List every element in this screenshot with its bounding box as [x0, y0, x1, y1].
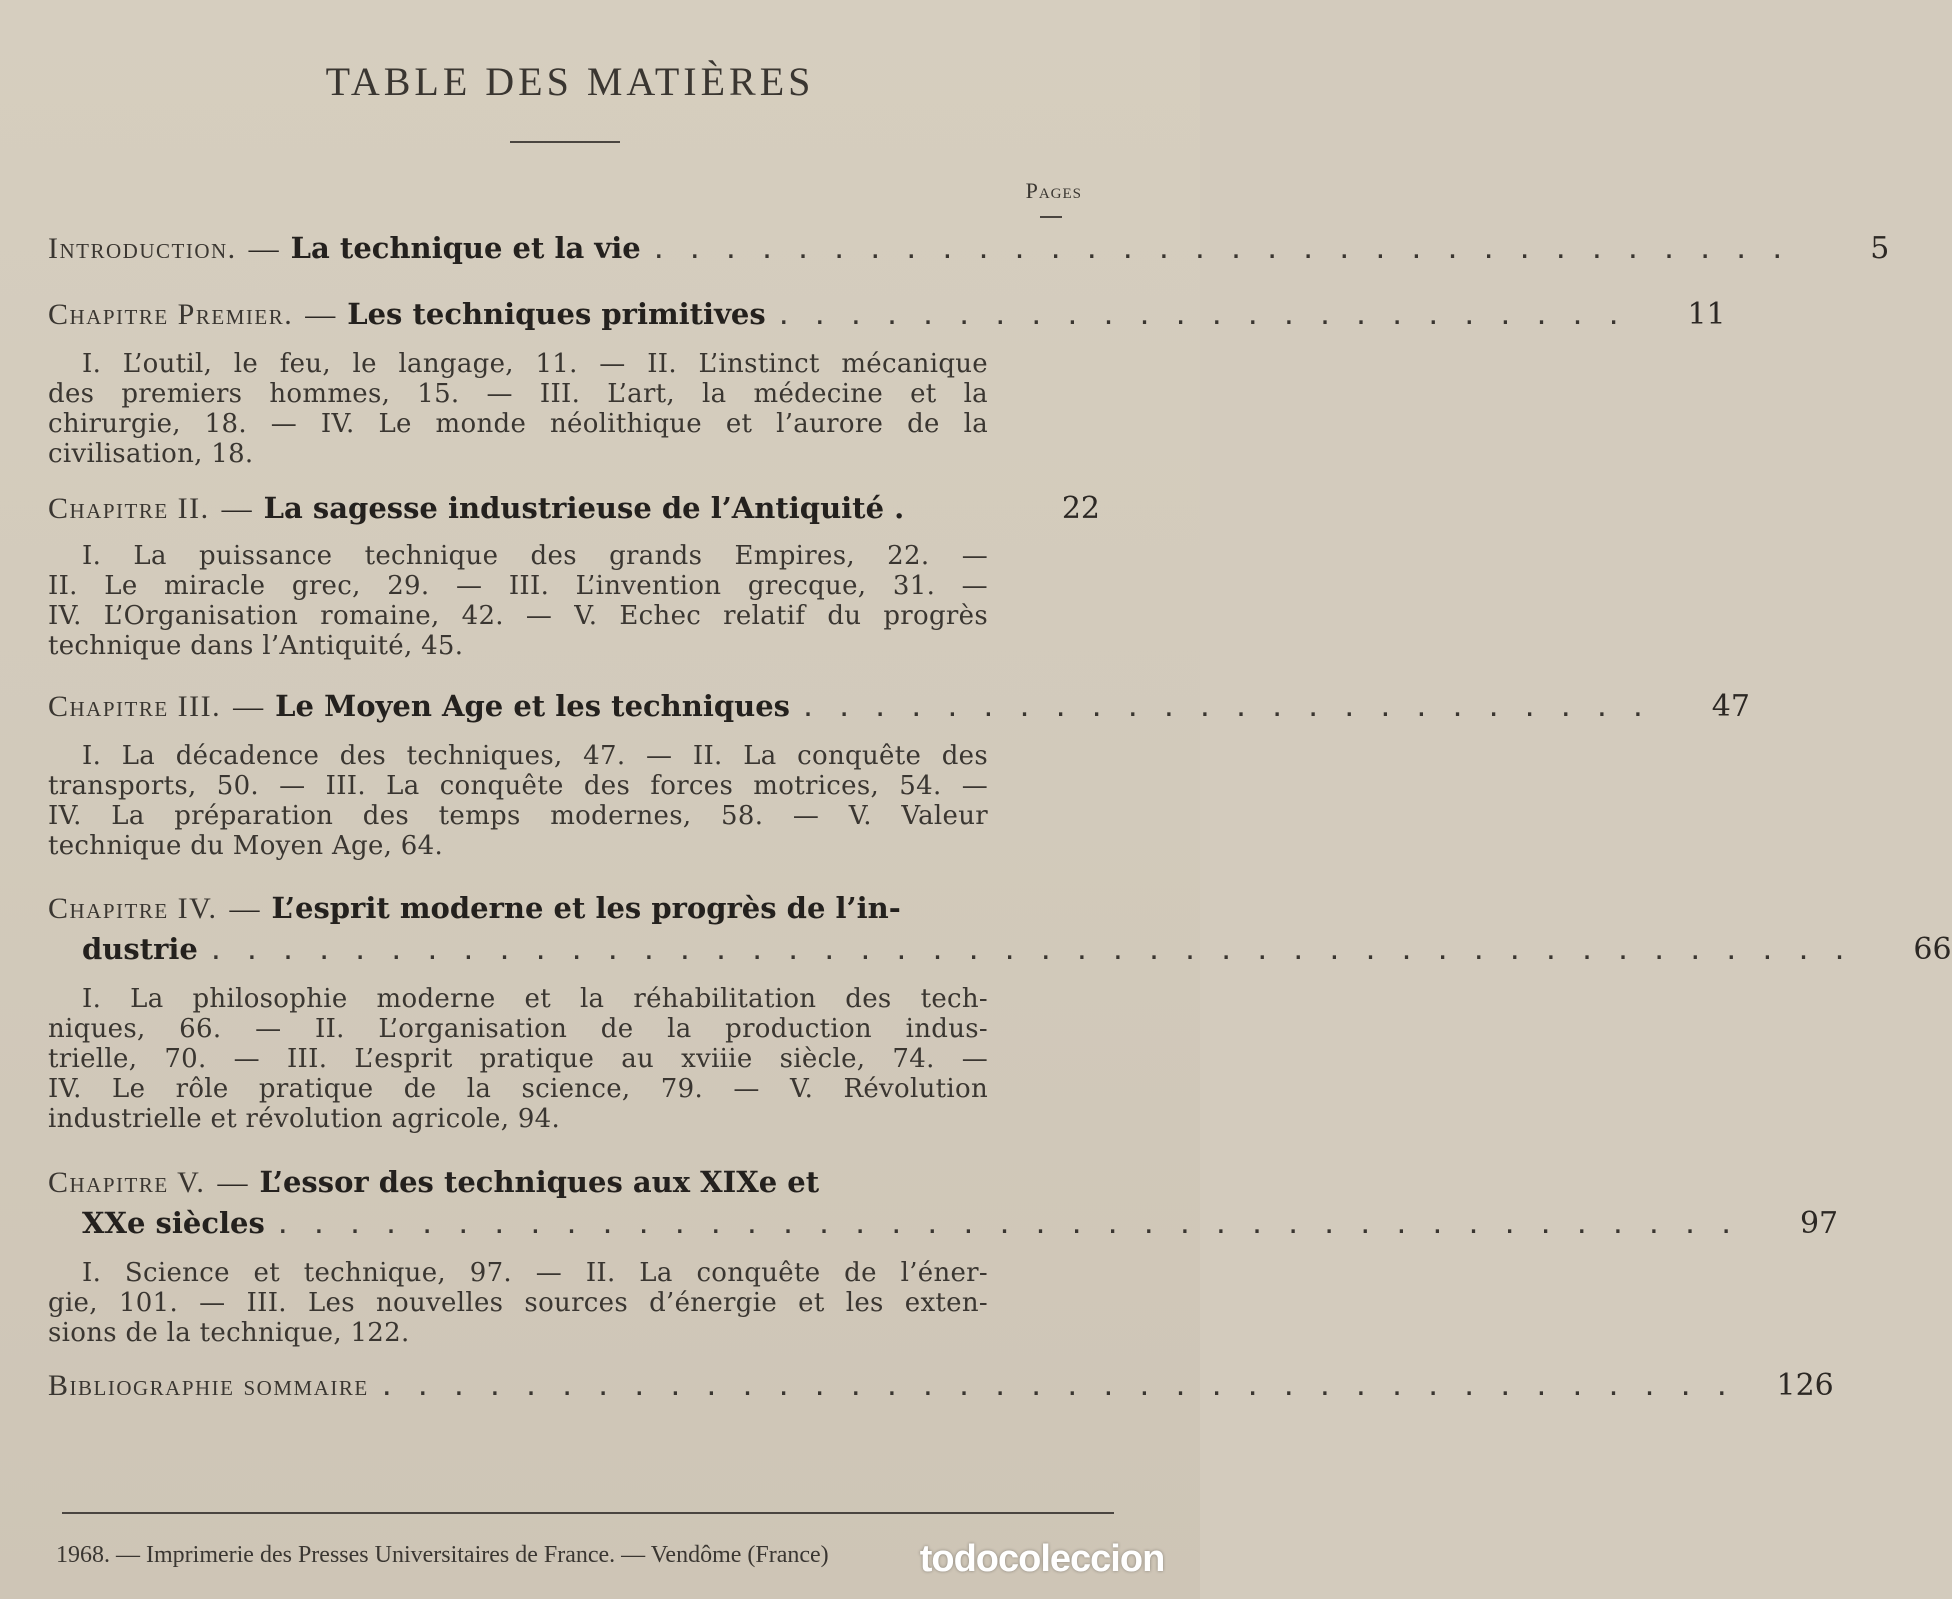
entry-summary	[48, 349, 988, 469]
entry-dash: —	[305, 298, 336, 331]
entry-title: Les techniques primitives	[347, 297, 766, 331]
entry-label: Chapitre V.	[48, 1166, 206, 1199]
dot-leader: . . . . . . . . . . . . . . . . . . . . . . . . . . . . . . . . . . . . . . . . .	[276, 1214, 1739, 1238]
summary-line: I. La philosophie moderne et la réhabilitation des tech-	[82, 984, 988, 1014]
entry-page-number: 97	[1799, 1206, 1839, 1241]
summary-line: technique du Moyen Age, 64.	[48, 831, 444, 861]
entry-summary	[48, 541, 988, 661]
toc-entry-chapter-2	[48, 488, 1100, 661]
summary-line: I. La décadence des techniques, 47. — II. La conquête des	[82, 741, 988, 771]
entry-heading	[48, 294, 1726, 337]
entry-title: La sagesse industrieuse de l’Antiquité .	[263, 491, 905, 525]
summary-line: trielle, 70. — III. L’esprit pratique au xviiie siècle, 74. —	[48, 1044, 988, 1074]
summary-line: gie, 101. — III. Les nouvelles sources d’énergie et les exten-	[48, 1288, 988, 1318]
entry-title: La technique et la vie	[290, 231, 641, 265]
entry-page-number: 66	[1913, 932, 1952, 967]
toc-entry-chapter-1	[48, 294, 1726, 469]
entry-label: Chapitre IV.	[48, 892, 218, 925]
entry-title: Le Moyen Age et les techniques	[275, 689, 791, 723]
summary-line: niques, 66. — II. L’organisation de la production indus-	[48, 1014, 988, 1044]
summary-line: chirurgie, 18. — IV. Le monde néolithique et l’aurore de la	[48, 409, 988, 439]
dot-leader: . . . . . . . . . . . . . . . . . . . . . . . .	[777, 305, 1626, 329]
dot-leader: . . . . . . . . . . . . . . . . . . . . . . . . . . . . . . . .	[652, 239, 1790, 263]
entry-page-number: 5	[1870, 231, 1890, 266]
entry-dash: —	[221, 492, 252, 525]
entry-summary	[48, 984, 988, 1134]
page-title: TABLE DES MATIÈRES	[325, 59, 815, 104]
summary-line: I. La puissance technique des grands Empires, 22. —	[82, 541, 988, 571]
entry-dash: —	[229, 892, 260, 925]
entry-page-number: 126	[1776, 1368, 1834, 1403]
dot-leader: . . . . . . . . . . . . . . . . . . . . . . . . . . . . . . . . . . . . . .	[380, 1376, 1734, 1400]
entry-title: L’essor des techniques aux XIXe et	[259, 1165, 820, 1199]
title-rule	[510, 141, 620, 143]
toc-entry-bibliography	[48, 1366, 1834, 1408]
toc-entry-introduction	[48, 228, 1890, 271]
entry-summary	[48, 741, 988, 861]
summary-line: IV. Le rôle pratique de la science, 79. — V. Révolution	[48, 1074, 988, 1104]
summary-line: transports, 50. — III. La conquête des forces motrices, 54. —	[48, 771, 988, 801]
summary-line: technique dans l’Antiquité, 45.	[48, 631, 464, 661]
entry-heading	[48, 888, 1100, 929]
entry-dash: —	[248, 232, 279, 265]
entry-summary	[48, 1258, 988, 1348]
footer-rule	[62, 1512, 1114, 1514]
summary-line: IV. La préparation des temps modernes, 58. — V. Valeur	[48, 801, 988, 831]
entry-label: Chapitre Premier.	[48, 298, 294, 331]
summary-line: sions de la technique, 122.	[48, 1318, 410, 1348]
summary-line: II. Le miracle grec, 29. — III. L’invention grecque, 31. —	[48, 571, 988, 601]
toc-entry-chapter-4	[48, 888, 1952, 1134]
entry-label: Introduction.	[48, 232, 237, 265]
entry-page-number: 47	[1711, 689, 1750, 724]
summary-line: I. L’outil, le feu, le langage, 11. — II. L’instinct mécanique	[82, 349, 988, 379]
entry-label: Bibliographie sommaire	[48, 1369, 369, 1402]
summary-line: I. Science et technique, 97. — II. La conquête de l’éner-	[82, 1258, 988, 1288]
entry-title-continued: XXe siècles	[82, 1206, 265, 1240]
toc-entry-chapter-3	[48, 686, 1750, 861]
summary-line: des premiers hommes, 15. — III. L’art, la médecine et la	[48, 379, 988, 409]
entry-label: Chapitre II.	[48, 492, 210, 525]
entry-heading	[48, 686, 1750, 729]
summary-line: civilisation, 18.	[48, 439, 254, 469]
entry-page-number: 22	[1061, 491, 1100, 526]
summary-line: IV. L’Organisation romaine, 42. — V. Echec relatif du progrès	[48, 601, 988, 631]
printer-imprint: 1968. — Imprimerie des Presses Universitaires de France. — Vendôme (France)	[56, 1542, 829, 1568]
entry-heading	[48, 1366, 1834, 1408]
summary-line: industrielle et révolution agricole, 94.	[48, 1104, 561, 1134]
entry-dash: —	[233, 690, 264, 723]
pages-column-label: Pages	[1025, 178, 1082, 203]
entry-dash: —	[217, 1166, 248, 1199]
watermark-logo: todocoleccion	[919, 1538, 1165, 1580]
entry-label: Chapitre III.	[48, 690, 222, 723]
entry-page-number: 11	[1687, 297, 1726, 332]
entry-heading	[48, 228, 1890, 271]
entry-heading-continued	[48, 929, 1952, 972]
entry-heading	[48, 1162, 1100, 1203]
entry-heading	[48, 488, 1100, 529]
entry-title: L’esprit moderne et les progrès de l’in-	[271, 891, 901, 925]
entry-heading-continued	[48, 1203, 1839, 1246]
entry-title-continued: dustrie	[82, 932, 198, 966]
toc-entry-chapter-5	[48, 1162, 1839, 1348]
dot-leader: . . . . . . . . . . . . . . . . . . . . . . . .	[802, 697, 1650, 721]
pages-column-dash	[1040, 216, 1062, 218]
dot-leader: . . . . . . . . . . . . . . . . . . . . . . . . . . . . . . . . . . . . . . . . . . . . . .	[209, 940, 1852, 964]
